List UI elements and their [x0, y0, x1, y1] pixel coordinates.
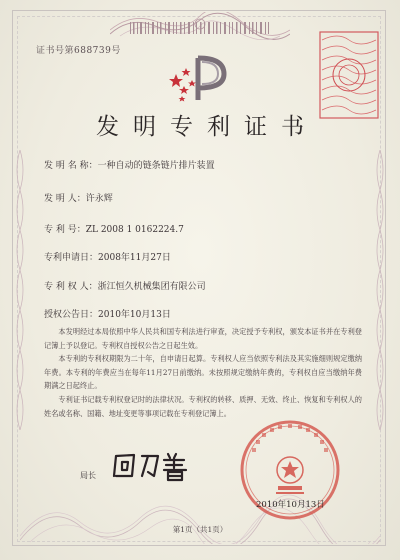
field-label: 授权公告日：	[44, 310, 99, 320]
field-label: 发 明 人：	[44, 194, 86, 204]
certificate-number: 证书号第688739号	[36, 46, 121, 56]
field-value: 一种自动的链条链片排片装置	[97, 161, 215, 171]
body-paragraph: 专利证书记载专利权登记时的法律状况。专利权的转移、质押、无效、终止、恢复和专利权人的姓名或名称、国籍、地址变更等事项记载在专利登记簿上。	[44, 394, 362, 418]
certificate-body	[44, 325, 362, 420]
inventor-field	[44, 191, 113, 204]
field-value: 浙江恒久机械集团有限公司	[97, 282, 206, 292]
field-label: 专 利 权 人：	[44, 282, 98, 292]
security-pattern	[318, 30, 380, 120]
patentee-field	[44, 279, 206, 292]
body-paragraph: 本发明经过本局依照中华人民共和国专利法进行审查，决定授予专利权，颁发本证书并在专利登记簿上予以登记。专利权自授权公告之日起生效。	[44, 327, 362, 350]
grant-date-field	[44, 307, 171, 320]
certificate-title: 发明专利证书	[96, 114, 318, 140]
body-paragraph: 本专利的专利权期限为二十年，自申请日起算。专利权人应当依照专利法及其实施细则规定缴纳年费。本专利的年费应当在每年11月27日前缴纳。未按照规定缴纳年费的，专利权自应当缴纳年费期满之日起终止。	[44, 354, 362, 391]
patent-number-field	[44, 222, 184, 235]
field-value: 2008年11月27日	[98, 253, 171, 263]
director-label: 局长	[80, 471, 96, 480]
field-value: 许永辉	[85, 194, 113, 204]
field-value: 2010年10月13日	[98, 310, 171, 320]
left-ornament	[14, 150, 26, 430]
security-strip	[130, 22, 270, 34]
issue-date: 2010年10月13日	[256, 500, 325, 510]
page-number: 第1页（共1页）	[172, 525, 228, 534]
invention-name-field	[44, 158, 215, 171]
field-label: 发 明 名 称：	[44, 161, 98, 171]
field-label: 专利申请日：	[44, 253, 99, 263]
application-date-field	[44, 250, 171, 263]
field-value: ZL 2008 1 0162224.7	[85, 225, 184, 235]
patent-office-emblem-icon	[168, 52, 236, 104]
field-label: 专 利 号：	[44, 225, 86, 235]
right-ornament	[374, 150, 386, 430]
director-signature	[92, 446, 202, 482]
